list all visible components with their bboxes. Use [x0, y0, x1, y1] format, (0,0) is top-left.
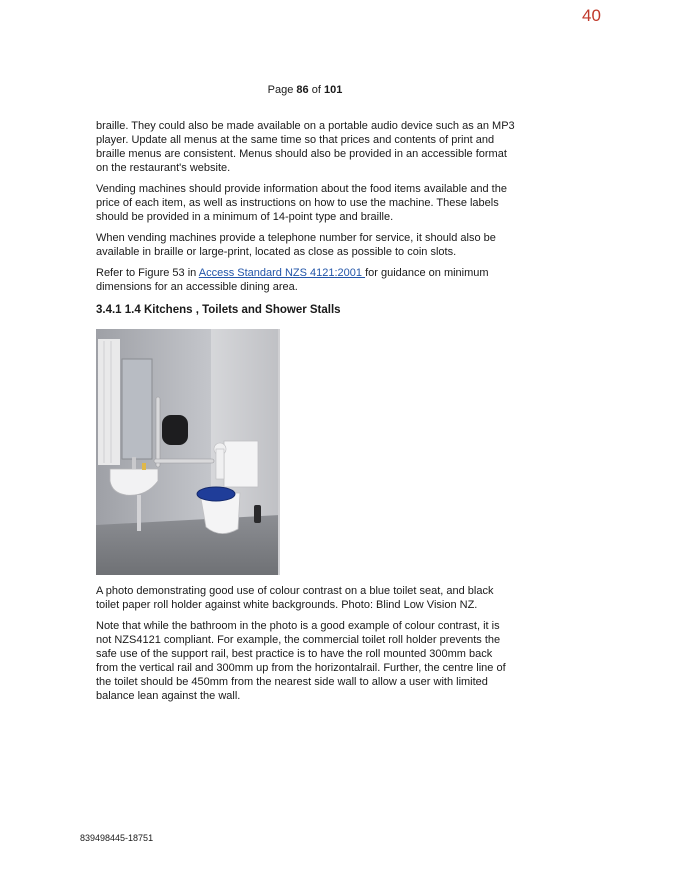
photo-caption: A photo demonstrating good use of colour contrast on a blue toilet seat, and black toilet paper roll holder against white backgrounds. Photo: Blind Low Vision NZ.: [96, 585, 494, 611]
paragraph-telephone: When vending machines provide a telephone number for service, it should also be available in braille or large-print, located as close as possible to coin slots.: [96, 232, 496, 258]
blue-toilet-seat: [197, 487, 235, 501]
mirror: [122, 359, 152, 459]
page-label: Page: [267, 84, 294, 96]
reference-text-before: Refer to Figure 53 in: [96, 267, 199, 279]
toilet-cistern: [224, 441, 258, 487]
paragraph-menus: braille. They could also be made available on a portable audio device such as an MP3 player. Update all menus at the same time so that prices and contents of print and braille menus are consistent. Menus should also be provided in an accessible format on the restaurant's website.: [96, 120, 515, 174]
toilet-brush: [254, 505, 261, 523]
toilet-roll-holder: [162, 415, 188, 445]
section-heading: 3.4.1 1.4 Kitchens , Toilets and Shower Stalls: [96, 304, 341, 316]
bathroom-photo: [96, 329, 280, 575]
reference-text-after: for guidance on minimum dimensions for an accessible dining area.: [96, 267, 489, 293]
shower-curtain: [98, 339, 120, 465]
page-header: [0, 84, 610, 96]
document-body: [96, 119, 516, 710]
floor: [96, 515, 280, 575]
corner-page-number: 40: [582, 6, 601, 25]
paragraph-vending: Vending machines should provide information about the food items available and the price of each item, as well as instructions on how to use the machine. These labels should be provided in a minimum of 14-point type and braille.: [96, 183, 507, 223]
page-of-label: of: [311, 84, 321, 96]
access-standard-link[interactable]: Access Standard NZS 4121:2001: [198, 267, 366, 279]
current-page-number: 86: [296, 84, 309, 96]
vertical-grab-rail: [156, 397, 160, 467]
document-id: 839498445-18751: [80, 833, 154, 843]
compliance-note: Note that while the bathroom in the photo is a good example of colour contrast, it is not NZS4121 compliant. For example, the commercial toilet roll holder prevents the safe use of the support rail, best practice is to have the roll mounted 300mm back from the vertical rail and 300mm up from the horizontalrail. Further, the centre line of the toilet should be 450mm from the nearest side wall to allow a user with limited balance lean against the wall.: [96, 620, 506, 702]
paragraph-reference: [96, 266, 516, 294]
horizontal-grab-rail: [154, 459, 214, 463]
total-pages-number: 101: [323, 84, 343, 96]
